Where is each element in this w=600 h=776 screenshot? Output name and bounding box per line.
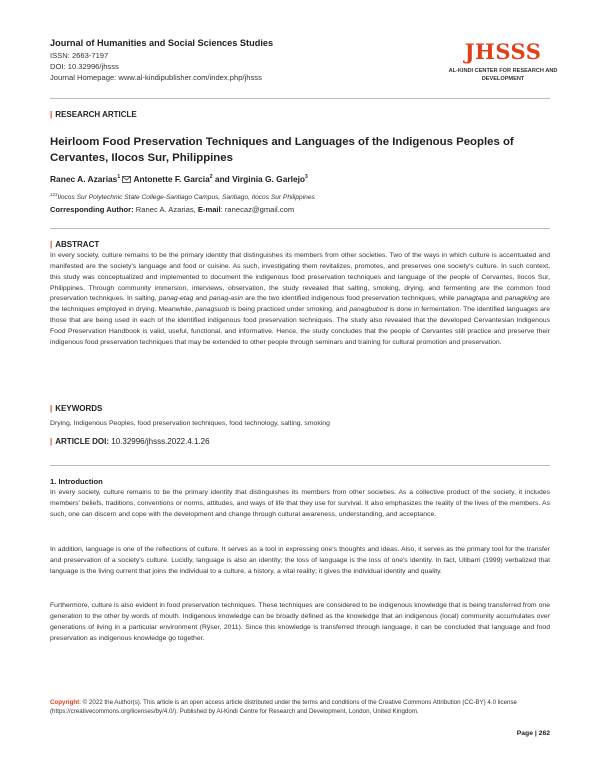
- corresponding-author: Corresponding Author: Ranec A. Azarias, E-mail: ranecaz@gmail.com: [50, 205, 295, 214]
- journal-issn: ISSN: 2663-7197: [50, 51, 109, 60]
- section-bar: |: [50, 110, 53, 119]
- section-heading: 1. Introduction: [50, 477, 103, 486]
- intro-divider: [50, 465, 550, 466]
- author-3: and Virginia G. Garlejo: [214, 174, 306, 184]
- affiliation: $^{123}$Ilocos Sur Polytechnic State College-Santiago Campus, Santiago, Ilocos Sur Philippines: [50, 192, 315, 202]
- header-divider: [50, 98, 550, 99]
- page-number: Page | 262: [516, 730, 550, 737]
- intro-paragraph-1: In every society, culture remains to be the primary identity that distinguishes its members from other societies. As a collective product of the society, it includes members' beliefs, traditions, conventions or norms, attitudes, and ways of life that they use for survival. It also emphasizes the reality of the lives of the members. As such, one can discern and cope with the development and change through cultural awareness, understanding, and acceptance.: [50, 489, 550, 518]
- author-1: Ranec A. Azarias: [50, 174, 118, 184]
- journal-header: [50, 38, 273, 83]
- article-doi: | ARTICLE DOI: 10.32996/jhsss.2022.4.1.26: [50, 437, 210, 446]
- journal-homepage: Journal Homepage: www.al-kindipublisher.com/index.php/jhsss: [50, 73, 262, 82]
- abstract-divider: [50, 228, 550, 229]
- journal-name: Journal of Humanities and Social Sciences Studies: [50, 38, 274, 48]
- keywords-heading: | KEYWORDS: [50, 404, 103, 413]
- envelope-icon[interactable]: [122, 176, 131, 183]
- copyright-notice: Copyright: © 2022 the Author(s). This article is an open access article distributed under the terms and conditions of the Creative Commons Attribution (CC-BY) 4.0 license (https://creativecommons.org/licenses/by/4.0/). Published by Al-Kindi Centre for Research and Development, London, United Kingdom.: [50, 699, 517, 715]
- journal-logo: [448, 40, 558, 83]
- author-email[interactable]: : ranecaz@gmail.com: [220, 205, 295, 214]
- logo-text: JHSSS: [464, 39, 542, 64]
- keywords-text: Drying, Indigenous Peoples, food preservation techniques, food technology, salting, smoking: [50, 420, 330, 427]
- abstract-text: In every society, culture remains to be the primary identity that distinguishes its members from other societies. Two of the ways in which culture is accentuated and manifested are the society's language and food or cuisine. As such, investigating them revitalizes, promotes, and preserves one society's culture. In such context, this study was conceptualized and implemented to document the indigenous food preservation techniques and language of the people of Cervantes, Ilocos Sur, Philippines. Through community immersion, interviews, observation, the study revealed that salting, smoking, drying, and fermenting are the common food preservation techniques. In salting, panag-etag and panag-asin are the two identified indigenous food preservation techniques, while panagtapa and panagkiing are the techniques employed in drying. Meanwhile, panagsuob is being practiced under smoking, and panagbubod is done in fermentation. The identified languages are those that are being used in each of the identified indigenous food preservation techniques. The study also revealed that the developed Cervantesian Indigenous Food Preservation Handbook is valid, useful, functional, and informative. Hence, the study concludes that the people of Cervantes still practice and preserve their indigenous food preservation techniques that may be extended to other people through seminars and training for cultural promotion and preservation.: [50, 252, 550, 346]
- intro-paragraph-3: Furthermore, culture is also evident in food preservation techniques. These techniques are considered to be indigenous knowledge that is being transferred from one generation to the other by words of mouth. Indigenous knowledge can be broadly defined as the knowledge that an indigenous (local) community accumulates over generations of living in a particular environment (Rÿser, 2011). Since this knowledge is transferred through language, it can be concluded that language and food preservation as indigenous knowledge go together.: [50, 602, 550, 642]
- journal-doi: DOI: 10.32996/jhsss: [50, 62, 119, 71]
- logo-subtitle: AL-KINDI CENTER FOR RESEARCH AND DEVELOPMENT: [448, 68, 558, 82]
- paper-title: Heirloom Food Preservation Techniques and Languages of the Indigenous Peoples of Cervantes, Ilocos Sur, Philippines: [50, 136, 514, 164]
- article-doi-value[interactable]: 10.32996/jhsss.2022.4.1.26: [111, 437, 210, 446]
- article-type: | RESEARCH ARTICLE: [50, 110, 137, 119]
- author-list: Ranec A. Azarias$^1$ Antonette F. Garcia$^2$ and Virginia G. Garlejo$^3$: [50, 174, 308, 184]
- author-2: Antonette F. Garcia: [133, 174, 210, 184]
- abstract-heading: | ABSTRACT: [50, 240, 100, 249]
- intro-paragraph-2: In addition, language is one of the reflections of culture. It serves as a tool in expressing one's thoughts and ideas. Also, it serves as the primary tool for the transfer and preservation of a society's culture. Lucidly, language is also an identity; the loss of language is the loss of one's identity. In fact, Ulibarri (1999) verbalized that language is the living current that joins the individual to a culture, a history, a vital reality; it gives the individual identity and quality.: [50, 546, 550, 575]
